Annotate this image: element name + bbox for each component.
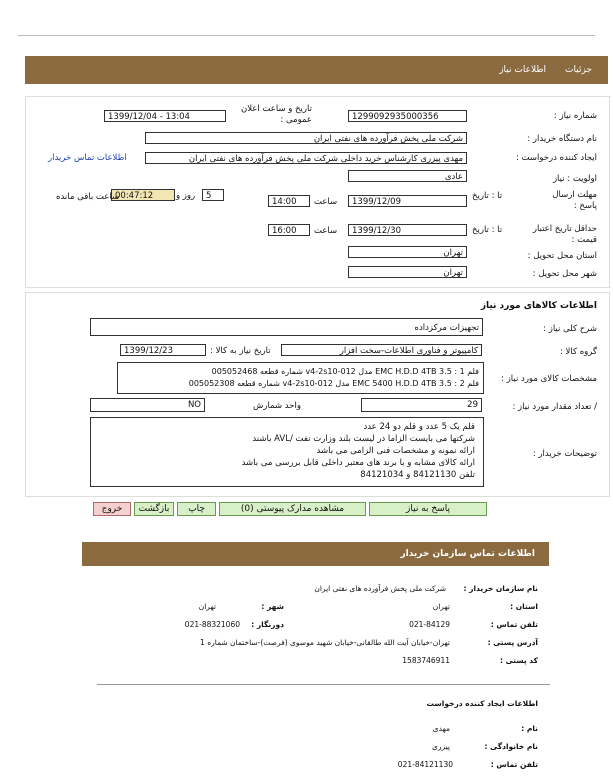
validity-label: حداقل تاریخ اعتبار قیمت :: [532, 224, 597, 245]
spec-item-2: فلم 2 : EMC 5400 H.D.D 4TB 3.5 مدل v4-2s10-012 شماره قطعه 005052308: [188, 379, 479, 388]
deadline-time-field: 14:00: [268, 195, 310, 207]
view-docs-button[interactable]: مشاهده مدارک پیوستی (0): [219, 502, 366, 516]
contact-address-label: آدرس پستی :: [487, 638, 538, 647]
creator-family-label: نام خانوادگی :: [484, 742, 538, 751]
tab-need-info[interactable]: اطلاعات نیاز: [499, 65, 546, 75]
summary-label: شرح کلی نیاز :: [543, 324, 597, 334]
deadline-label: مهلت ارسال پاسخ :: [552, 190, 597, 211]
spec-item-1: فلم 1 : EMC H.D.D 4TB 3.5 مدل v4-2s10-012 شماره قطعه 005052468: [211, 367, 479, 376]
spec-label: مشخصات کالای مورد نیاز :: [501, 374, 597, 384]
deadline-date-field: 1399/12/09: [348, 195, 467, 207]
org-label: نام سازمان خریدار :: [463, 584, 538, 593]
creator-family-value: پیزری: [432, 742, 450, 751]
priority-label: اولویت : نیاز: [552, 174, 597, 184]
contact-title-bar: [82, 542, 549, 566]
validity-date-field: 1399/12/30: [348, 224, 467, 236]
notes-line: تلفن 84121130 و 84121034: [360, 470, 475, 480]
goods-section-title: اطلاعات کالاهای مورد نیاز: [480, 301, 597, 311]
buyer-org-label: نام دستگاه خریدار :: [527, 134, 597, 144]
contact-province-value: تهران: [432, 602, 450, 611]
notes-line: ارائه نمونه و مشخصات فنی الزامی می باشد: [316, 446, 475, 456]
priority-field: عادی: [348, 170, 467, 182]
creator-name-label: نام :: [521, 724, 538, 733]
org-value: شرکت ملی پخش فرآورده های نفتی ایران: [314, 584, 446, 593]
spec-box: [117, 362, 484, 394]
announce-field: 1399/12/04 - 13:04: [104, 110, 226, 122]
page-header: [25, 56, 608, 84]
remaining-label: ساعت باقی مانده: [56, 192, 120, 202]
contact-address-value: تهران-خیابان آیت الله طالقانی-خیابان شهید موسوی (فرصت)-ساختمان شماره 1: [200, 638, 450, 647]
summary-field: تجهیزات مرکزداده: [90, 318, 483, 336]
creator-phone-label: تلفن تماس :: [490, 760, 538, 769]
top-divider: [18, 35, 595, 36]
contact-city-value: تهران: [198, 602, 216, 611]
contact-phone-label: تلفن تماس :: [490, 620, 538, 629]
deadline-time-label: ساعت: [314, 197, 338, 207]
contact-postal-label: کد پستی :: [499, 656, 538, 665]
province-field: تهران: [348, 246, 467, 258]
creator-phone-value: 021-84121130: [397, 760, 453, 769]
notes-line: شرکتها می بایست الزاما در لیست بلند وزارت نفت /AVL باشند: [252, 434, 475, 444]
contact-fax-value: 021-88321060: [184, 620, 240, 629]
validity-time-field: 16:00: [268, 224, 310, 236]
group-field: کامپیوتر و فناوری اطلاعات-سخت افزار: [281, 344, 482, 356]
qty-field: 29: [361, 398, 482, 412]
remaining-time-field: 00:47:12: [111, 189, 175, 201]
announce-label: تاریخ و ساعت اعلان عمومی :: [240, 104, 312, 125]
buyer-contact-link[interactable]: اطلاعات تماس خریدار: [48, 153, 127, 163]
print-button[interactable]: چاپ: [177, 502, 216, 516]
city-label: شهر محل تحویل :: [532, 269, 597, 279]
contact-city-label: شهر :: [261, 602, 284, 611]
qty-label: / تعداد مقدار مورد نیاز :: [512, 402, 597, 412]
province-label: استان محل تحویل :: [527, 251, 597, 261]
validity-time-label: ساعت: [314, 226, 338, 236]
creator-label: ایجاد کننده درخواست :: [515, 153, 597, 163]
tab-details[interactable]: جزئیات: [565, 65, 592, 75]
contact-province-label: استان :: [510, 602, 538, 611]
need-date-field: 1399/12/23: [120, 344, 206, 356]
need-date-label: تاریخ نیاز به کالا :: [210, 346, 271, 356]
creator-info-title: اطلاعات ایجاد کننده درخواست: [426, 699, 538, 708]
unit-field: NO: [90, 398, 205, 412]
exit-button[interactable]: خروج: [93, 502, 131, 516]
back-button[interactable]: بازگشت: [134, 502, 174, 516]
days-remaining-field: 5: [202, 189, 224, 201]
need-number-label: شماره نیاز :: [553, 111, 597, 121]
notes-line: قلم یک 5 عدد و قلم دو 24 عدد: [363, 422, 475, 432]
contact-fax-label: دورنگار :: [251, 620, 284, 629]
contact-phone-value: 021-84129: [409, 620, 450, 629]
contact-title: اطلاعات تماس سازمان خریدار: [400, 549, 535, 559]
creator-name-value: مهدی: [432, 724, 450, 733]
notes-label: توضیحات خریدار :: [532, 449, 597, 459]
contact-postal-value: 1583746911: [402, 656, 450, 665]
notes-box: [90, 417, 484, 487]
buyer-org-field: شرکت ملی پخش فرآورده های نفتی ایران: [145, 132, 467, 144]
need-number-field: 1299092935000356: [348, 110, 467, 122]
notes-line: ارائه کالای مشابه و با برند های معتبر داخلی قابل بررسی می باشد: [241, 458, 475, 468]
days-label: روز و: [176, 191, 196, 201]
group-label: گروه کالا :: [559, 347, 597, 357]
validity-to-date-label: تا : تاریخ: [472, 225, 503, 235]
deadline-to-date-label: تا : تاریخ: [472, 191, 503, 201]
unit-label: واحد شمارش: [253, 401, 301, 411]
contact-divider: [97, 684, 550, 685]
city-field: تهران: [348, 266, 467, 278]
respond-button[interactable]: پاسخ به نیاز: [369, 502, 487, 516]
creator-field: مهدی پیزری کارشناس خرید داخلی شرکت ملی پخش فرآورده های نفتی ایران: [145, 152, 467, 164]
